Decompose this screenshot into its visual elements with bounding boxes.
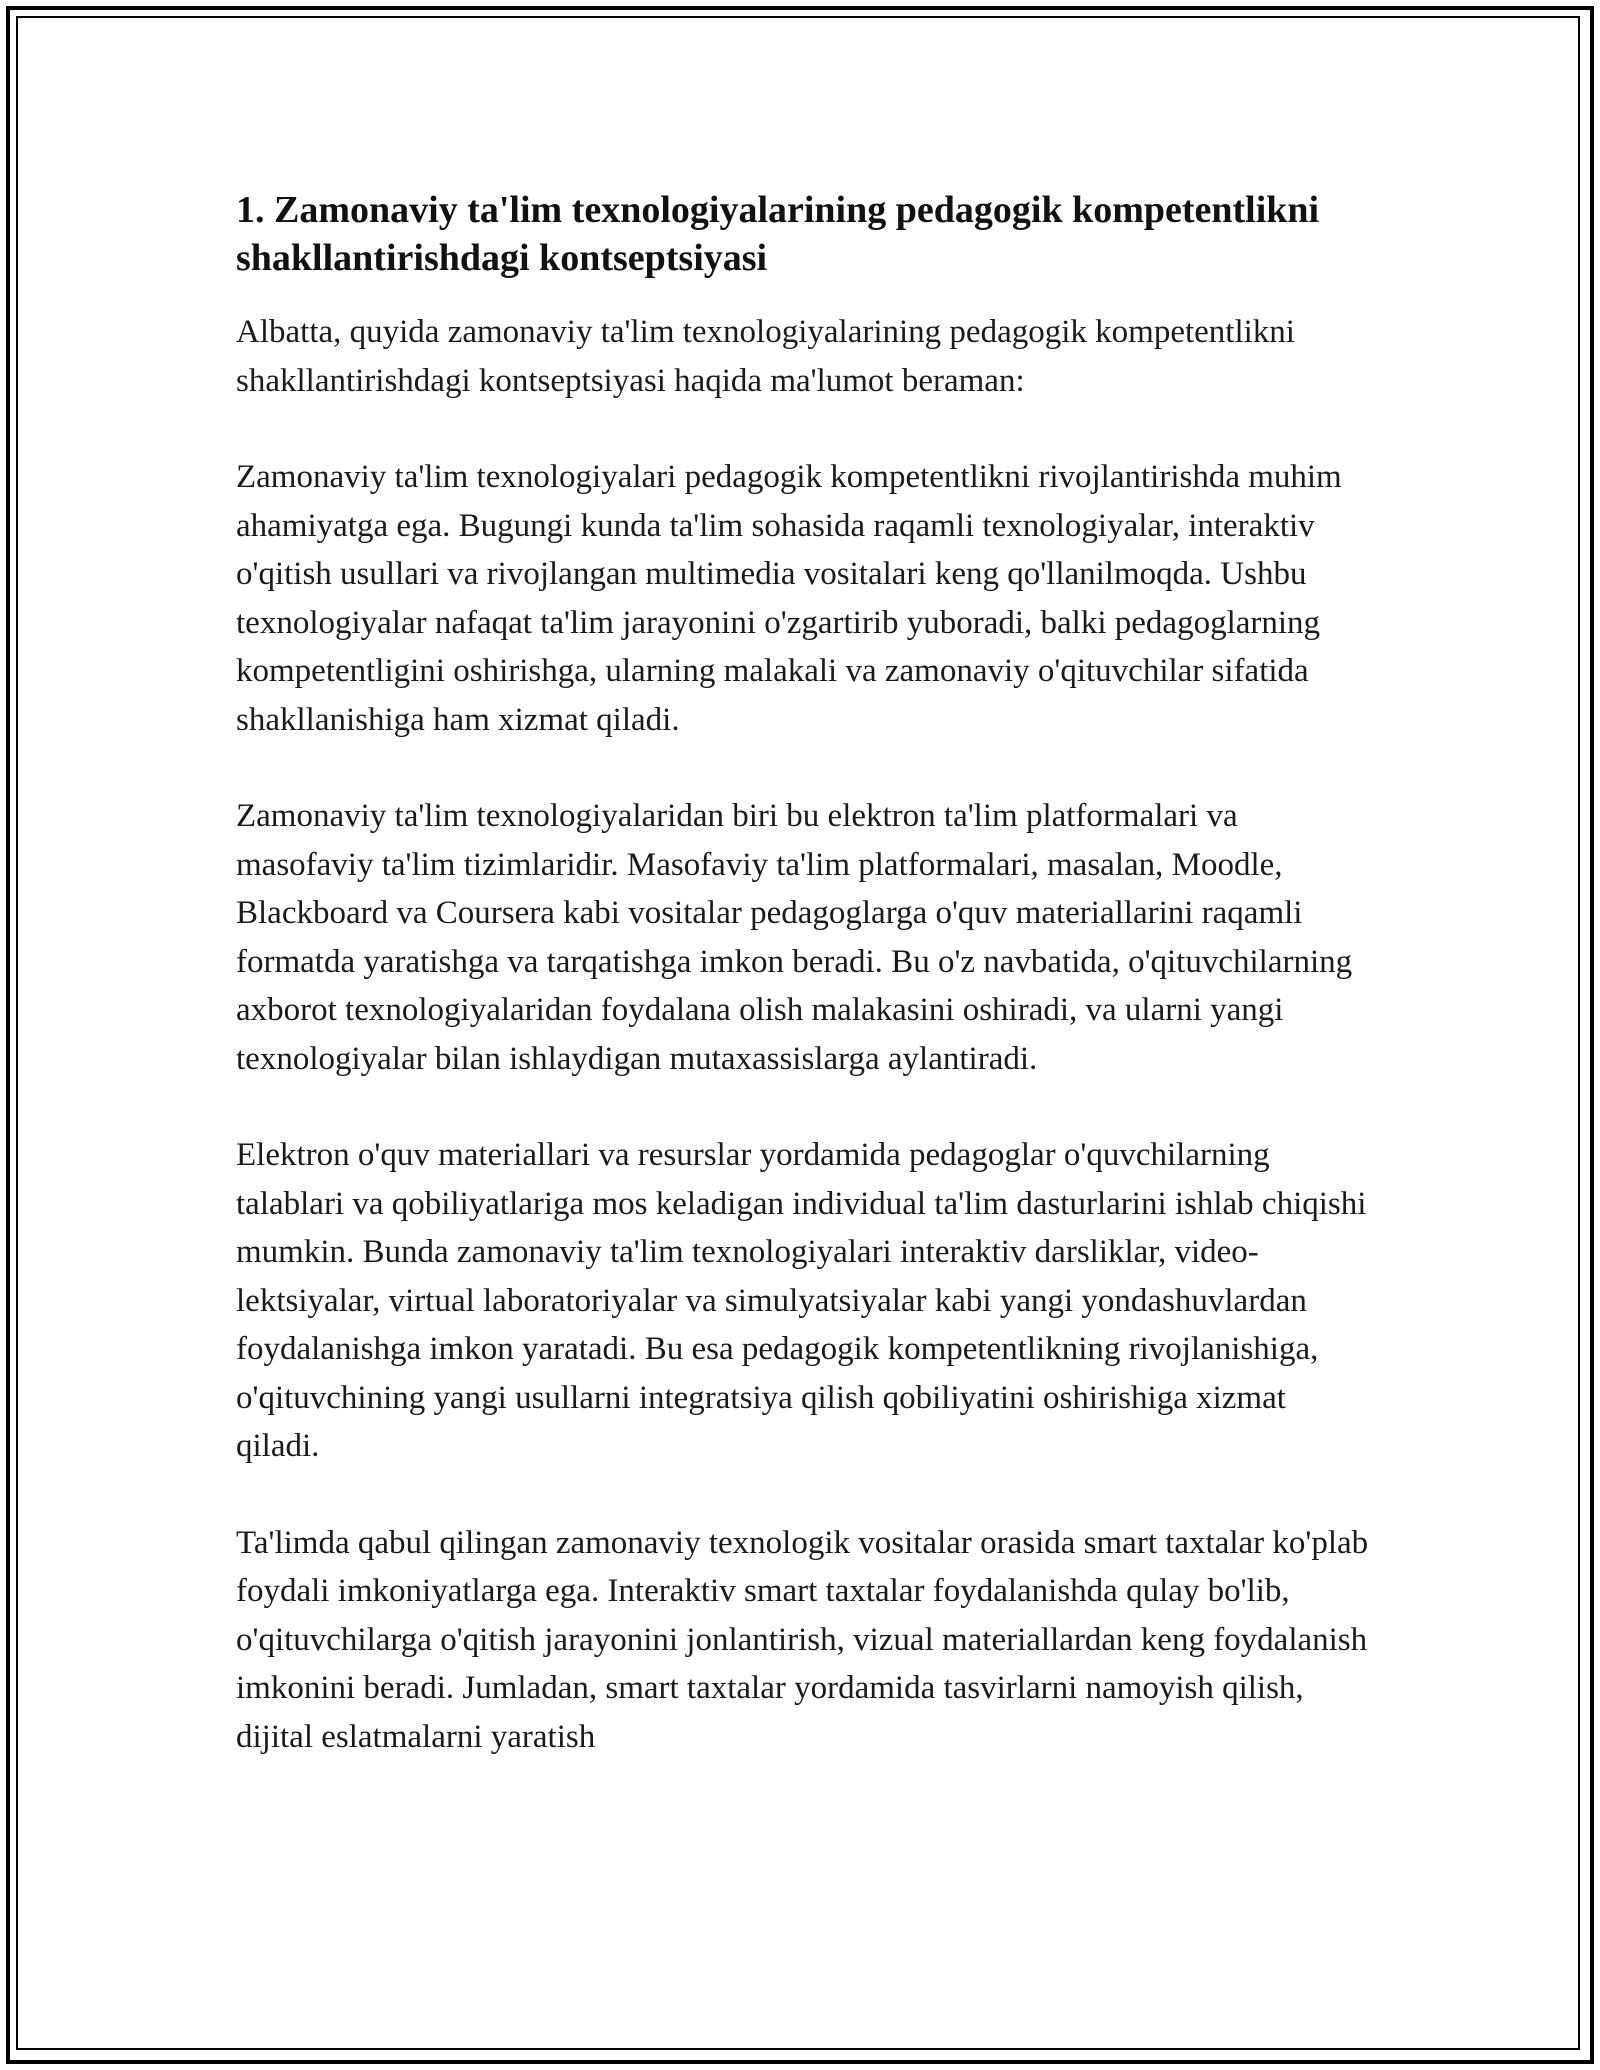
section-heading: 1. Zamonaviy ta'lim texnologiyalarining pedagogik kompetentlikni shakllantirishdagi kontseptsiyasi bbox=[236, 189, 1320, 279]
paragraph-intro: Albatta, quyida zamonaviy ta'lim texnologiyalarining pedagogik kompetentlikni shakllantirishdagi kontseptsiyasi haqida ma'lumot beraman: bbox=[236, 314, 1295, 399]
document-body bbox=[236, 186, 1376, 1809]
paragraph-platforms: Zamonaviy ta'lim texnologiyalaridan biri bu elektron ta'lim platformalari va masofaviy ta'lim tizimlaridir. Masofaviy ta'lim platformalari, masalan, Moodle, Blackboard va Coursera kabi vositalar pedagoglarga o'quv materiallarini raqamli formatda yaratishga va tarqatishga imkon beradi. Bu o'z navbatida, o'qituvchilarning axborot texnologiyalaridan foydalana olish malakasini oshiradi, va ularni yangi texnologiyalar bilan ishlaydigan mutaxassislarga aylantiradi. bbox=[236, 798, 1353, 1077]
paragraph-smart-boards: Ta'limda qabul qilingan zamonaviy texnologik vositalar orasida smart taxtalar ko'plab foydali imkoniyatlarga ega. Interaktiv smart taxtalar foydalanishda qulay bo'lib, o'qituvchilarga o'qitish jarayonini jonlantirish, vizual materiallardan keng foydalanish imkonini beradi. Jumladan, smart taxtalar yordamida tasvirlarni namoyish qilish, dijital eslatmalarni yaratish bbox=[236, 1524, 1369, 1755]
paragraph-importance: Zamonaviy ta'lim texnologiyalari pedagogik kompetentlikni rivojlantirishda muhim ahamiyatga ega. Bugungi kunda ta'lim sohasida raqamli texnologiyalar, interaktiv o'qitish usullari va rivojlangan multimedia vositalari keng qo'llanilmoqda. Ushbu texnologiyalar nafaqat ta'lim jarayonini o'zgartirib yuboradi, balki pedagoglarning kompetentligini oshirishga, ularning malakali va zamonaviy o'qituvchilar sifatida shakllanishiga ham xizmat qiladi. bbox=[236, 459, 1342, 738]
paragraph-materials: Elektron o'quv materiallari va resurslar yordamida pedagoglar o'quvchilarning talablari va qobiliyatlariga mos keladigan individual ta'lim dasturlarini ishlab chiqishi mumkin. Bunda zamonaviy ta'lim texnologiyalari interaktiv darsliklar, video-lektsiyalar, virtual laboratoriyalar va simulyatsiyalar kabi yangi yondashuvlardan foydalanishga imkon yaratadi. Bu esa pedagogik kompetentlikning rivojlanishiga, o'qituvchining yangi usullarni integratsiya qilish qobiliyatini oshirishiga xizmat qiladi. bbox=[236, 1137, 1367, 1464]
